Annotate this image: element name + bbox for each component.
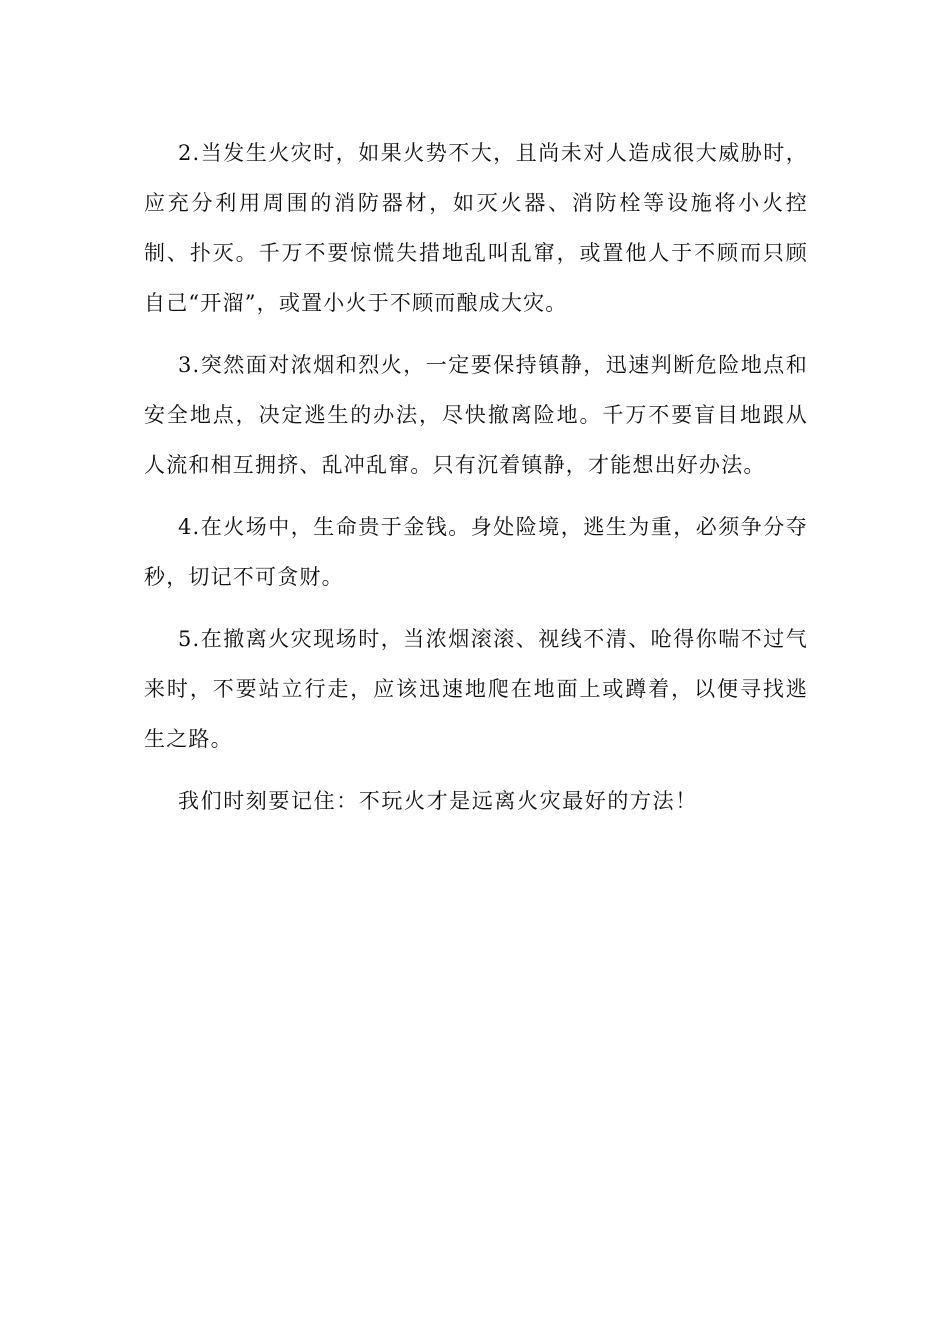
paragraph-item-3: 3.突然面对浓烟和烈火，一定要保持镇静，迅速判断危险地点和安全地点，决定逃生的办法，尽快撤离险地。千万不要盲目地跟从人流和相互拥挤、乱冲乱窜。只有沉着镇静，才能想出好办法。 (144, 353, 808, 477)
document-body (144, 128, 808, 838)
paragraph-item-4: 4.在火场中，生命贵于金钱。身处险境，逃生为重，必须争分夺秒，切记不可贪财。 (144, 515, 808, 589)
paragraph-item-5: 5.在撤离火灾现场时，当浓烟滚滚、视线不清、呛得你喘不过气来时，不要站立行走，应该迅速地爬在地面上或蹲着，以便寻找逃生之路。 (144, 627, 808, 751)
closing-paragraph: 我们时刻要记住：不玩火才是远离火灾最好的方法！ (178, 789, 698, 813)
paragraph-item-2: 2.当发生火灾时，如果火势不大，且尚未对人造成很大威胁时，应充分利用周围的消防器材，如灭火器、消防栓等设施将小火控制、扑灭。千万不要惊慌失措地乱叫乱窜，或置他人于不顾而只顾自己“开溜”，或置小火于不顾而酿成大灾。 (144, 141, 808, 315)
